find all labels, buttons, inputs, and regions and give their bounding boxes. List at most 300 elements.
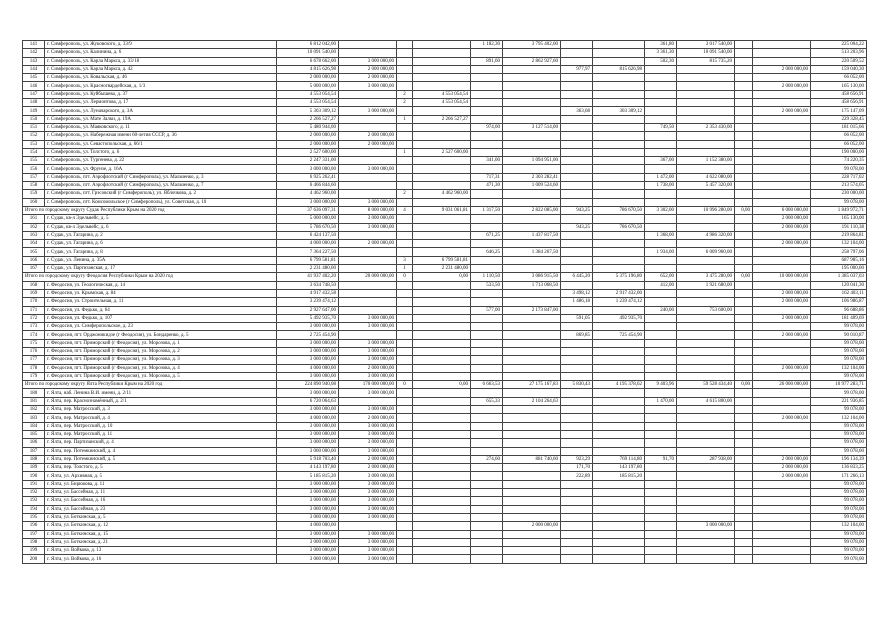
table-cell	[645, 165, 677, 173]
table-cell	[471, 356, 503, 364]
table-cell	[397, 173, 413, 181]
table-cell	[339, 397, 397, 405]
table-cell	[503, 513, 561, 521]
table-cell	[413, 57, 471, 65]
table-cell: 99 078,00	[811, 198, 867, 206]
table-cell	[735, 41, 753, 49]
table-cell	[561, 281, 593, 289]
table-cell: 4 195 378,62	[593, 381, 645, 389]
table-cell: 5 918 703,40	[277, 455, 339, 463]
row-number: 168	[23, 281, 45, 289]
table-cell	[753, 389, 811, 397]
address-cell: г. Ялта, пер. Потемкинский, д. 5	[45, 455, 277, 463]
table-cell: 458 656,91	[811, 90, 867, 98]
table-cell: 181 015,66	[811, 123, 867, 131]
table-cell	[561, 41, 593, 49]
address-cell: г. Симферополь, ул. Ковальская, д. 46	[45, 74, 277, 82]
address-cell: г. Симферополь, пгт. Аэрофлотский (г Симферополь), ул. Мальченко, д. 3	[45, 173, 277, 181]
table-row	[23, 248, 867, 256]
table-cell: 2	[397, 99, 413, 107]
table-cell: 99 078,00	[811, 547, 867, 555]
table-cell	[561, 513, 593, 521]
table-cell	[593, 57, 645, 65]
table-cell: 2 000 000,00	[503, 522, 561, 530]
table-cell: 6 678 662,00	[277, 57, 339, 65]
table-cell	[397, 397, 413, 405]
table-cell	[593, 49, 645, 57]
table-cell	[735, 231, 753, 239]
table-cell: 4 553 054,54	[277, 99, 339, 107]
table-cell: 5 830,43	[561, 381, 593, 389]
table-cell	[471, 447, 503, 455]
table-cell	[753, 165, 811, 173]
row-number: 182	[23, 406, 45, 414]
table-cell: 2 000 000,00	[753, 455, 811, 463]
table-cell	[677, 489, 735, 497]
table-cell	[735, 132, 753, 140]
table-cell	[677, 406, 735, 414]
table-row	[23, 265, 867, 273]
table-row	[23, 107, 867, 115]
table-cell: 3 361,30	[645, 49, 677, 57]
table-cell	[561, 74, 593, 82]
table-cell	[503, 422, 561, 430]
table-cell	[753, 115, 811, 123]
table-cell: 4 553 054,54	[413, 90, 471, 98]
row-number: 192	[23, 489, 45, 497]
table-cell	[503, 190, 561, 198]
row-number: 187	[23, 447, 45, 455]
table-cell	[413, 74, 471, 82]
table-cell: 652,00	[645, 273, 677, 281]
table-cell: 2 000 000,00	[753, 464, 811, 472]
table-cell: 1 738,00	[645, 182, 677, 190]
table-row	[23, 240, 867, 248]
table-cell	[471, 364, 503, 372]
table-cell: 99 078,00	[811, 538, 867, 546]
table-cell: 3 000 000,00	[339, 497, 397, 505]
table-cell: 2 000 000,00	[339, 65, 397, 73]
table-cell: 3 000 000,00	[277, 339, 339, 347]
table-cell	[753, 422, 811, 430]
address-cell: г. Симферополь, пгт. Грэсовский (г Симферополь), ул. Яблочкова, д. 2	[45, 190, 277, 198]
table-cell	[503, 115, 561, 123]
table-cell: 3	[397, 256, 413, 264]
table-row	[23, 339, 867, 347]
table-cell	[593, 447, 645, 455]
table-cell	[735, 497, 753, 505]
row-number: 160	[23, 198, 45, 206]
table-cell	[397, 323, 413, 331]
table-cell: 5 000 000,00	[277, 82, 339, 90]
row-number: 193	[23, 497, 45, 505]
table-cell	[735, 347, 753, 355]
table-cell: 3 000 000,00	[339, 555, 397, 563]
table-cell	[561, 555, 593, 563]
table-cell: 0,00	[413, 381, 471, 389]
table-cell	[397, 513, 413, 521]
table-cell	[413, 414, 471, 422]
table-cell	[561, 157, 593, 165]
table-cell: 3 000 000,00	[339, 372, 397, 380]
table-row	[23, 182, 867, 190]
table-cell	[735, 90, 753, 98]
table-cell: 3 000 000,00	[277, 356, 339, 364]
table-row	[23, 281, 867, 289]
table-cell: 815 626,98	[593, 65, 645, 73]
table-cell: 2 000 000,00	[339, 74, 397, 82]
table-cell	[735, 140, 753, 148]
table-cell	[753, 505, 811, 513]
address-cell: г. Судак, ул. Ленина, д. 35А	[45, 256, 277, 264]
table-cell: 4 462 960,00	[413, 190, 471, 198]
table-cell	[677, 547, 735, 555]
table-cell	[413, 522, 471, 530]
table-cell	[677, 240, 735, 248]
table-cell	[561, 190, 593, 198]
table-cell	[735, 430, 753, 438]
table-cell: 2 000 000,00	[277, 140, 339, 148]
table-cell	[593, 173, 645, 181]
table-cell: 99 078,00	[811, 347, 867, 355]
table-cell: 3 000 000,00	[339, 530, 397, 538]
table-cell	[593, 115, 645, 123]
table-cell: 3 000 000,00	[339, 314, 397, 322]
table-cell	[503, 547, 561, 555]
table-cell: 219 864,81	[811, 231, 867, 239]
table-cell	[735, 505, 753, 513]
table-cell: 221 936,85	[811, 397, 867, 405]
table-cell	[471, 49, 503, 57]
table-cell	[503, 406, 561, 414]
table-cell	[503, 538, 561, 546]
table-cell	[413, 364, 471, 372]
table-cell	[645, 90, 677, 98]
table-cell: 132 104,00	[811, 364, 867, 372]
table-cell	[503, 464, 561, 472]
table-cell	[753, 132, 811, 140]
table-cell: 10 091 540,00	[277, 49, 339, 57]
table-cell	[397, 289, 413, 297]
row-number: 180	[23, 389, 45, 397]
table-cell	[413, 480, 471, 488]
table-cell	[471, 389, 503, 397]
table-cell	[397, 547, 413, 555]
address-cell: г. Ялта, ул. Бирюкова, д. 11	[45, 480, 277, 488]
table-cell	[593, 522, 645, 530]
address-cell: г. Ялта, наб. Ленина В.И. имени, д. 2/11	[45, 389, 277, 397]
table-cell: 99 078,00	[811, 356, 867, 364]
table-row	[23, 323, 867, 331]
table-row	[23, 489, 867, 497]
table-cell: 943,25	[561, 206, 593, 214]
table-cell: 196 134,39	[811, 455, 867, 463]
table-cell: 974,00	[471, 123, 503, 131]
address-cell: г. Судак, ул. Гагарина, д. 8	[45, 248, 277, 256]
table-cell: 1	[397, 148, 413, 156]
table-cell: 4 553 054,54	[413, 99, 471, 107]
table-cell: 3 000 000,00	[277, 505, 339, 513]
table-cell: 1 368,00	[645, 231, 677, 239]
table-cell: 4 000 000,00	[277, 364, 339, 372]
table-cell: 2 247 331,00	[277, 157, 339, 165]
table-cell	[735, 472, 753, 480]
table-cell: 3 000 000,00	[339, 538, 397, 546]
table-cell	[561, 447, 593, 455]
table-cell	[735, 65, 753, 73]
table-cell: 3 239 474,12	[277, 298, 339, 306]
table-cell	[677, 414, 735, 422]
table-cell	[471, 513, 503, 521]
address-cell: г. Симферополь, ул. Жуковского, д. 33/9	[45, 41, 277, 49]
table-cell	[735, 123, 753, 131]
table-cell	[735, 99, 753, 107]
table-cell	[561, 364, 593, 372]
table-cell	[471, 538, 503, 546]
table-cell: 869,85	[561, 331, 593, 339]
table-cell: 66 052,00	[811, 132, 867, 140]
table-cell	[593, 99, 645, 107]
table-cell: 6 720 064,63	[277, 397, 339, 405]
table-cell	[397, 339, 413, 347]
row-number: 151	[23, 123, 45, 131]
table-cell	[735, 372, 753, 380]
table-cell: 5 000 000,00	[277, 215, 339, 223]
table-cell: 6 424 137,50	[277, 231, 339, 239]
table-cell: 502,30	[645, 57, 677, 65]
table-cell	[735, 173, 753, 181]
table-cell: 3 000 000,00	[339, 223, 397, 231]
table-cell	[645, 522, 677, 530]
table-cell: 99 078,00	[811, 323, 867, 331]
table-cell	[561, 99, 593, 107]
table-cell: 471,30	[471, 182, 503, 190]
table-cell	[503, 447, 561, 455]
table-cell: 99 078,00	[811, 389, 867, 397]
table-cell: 2 104 264,63	[503, 397, 561, 405]
table-cell	[561, 372, 593, 380]
table-row	[23, 115, 867, 123]
table-cell: 3 475 280,00	[677, 273, 735, 281]
table-cell	[503, 439, 561, 447]
table-cell	[645, 323, 677, 331]
table-cell	[677, 148, 735, 156]
row-number: 174	[23, 331, 45, 339]
row-number: 179	[23, 372, 45, 380]
table-cell	[413, 397, 471, 405]
table-cell	[503, 107, 561, 115]
table-cell	[561, 414, 593, 422]
table-cell: 3 000 000,00	[277, 165, 339, 173]
table-cell	[753, 99, 811, 107]
table-cell	[561, 339, 593, 347]
table-cell	[735, 281, 753, 289]
table-cell	[735, 489, 753, 497]
table-row	[23, 372, 867, 380]
table-cell: 1 239 474,12	[593, 298, 645, 306]
row-number: 142	[23, 49, 45, 57]
table-cell	[593, 356, 645, 364]
table-cell	[677, 555, 735, 563]
table-cell: 2 231 480,00	[413, 265, 471, 273]
table-cell	[561, 422, 593, 430]
table-cell	[561, 132, 593, 140]
table-cell: 2 000 000,00	[753, 331, 811, 339]
row-number: 161	[23, 215, 45, 223]
table-cell: 3 000 000,00	[339, 165, 397, 173]
table-row	[23, 123, 867, 131]
table-cell	[677, 165, 735, 173]
table-cell	[397, 464, 413, 472]
table-cell: 3 634 748,50	[277, 281, 339, 289]
table-cell	[413, 372, 471, 380]
address-cell: г. Ялта, пер. Матросский, д. 3	[45, 406, 277, 414]
table-cell: 4 622 080,00	[677, 173, 735, 181]
table-cell	[645, 406, 677, 414]
table-cell: 185 815,20	[593, 472, 645, 480]
table-cell: 222,89	[561, 472, 593, 480]
table-cell: 190 000,00	[811, 148, 867, 156]
table-cell	[413, 505, 471, 513]
table-cell	[413, 455, 471, 463]
table-cell: 2 000 000,00	[753, 240, 811, 248]
address-cell: г. Ялта, пер. Краснознамённый, д. 2/1	[45, 397, 277, 405]
table-cell	[471, 265, 503, 273]
table-cell	[735, 364, 753, 372]
table-cell: 9 031 061,81	[413, 206, 471, 214]
table-cell: 4 462 960,00	[277, 190, 339, 198]
table-cell	[677, 223, 735, 231]
table-cell	[397, 223, 413, 231]
row-number: 143	[23, 57, 45, 65]
table-cell: 0,00	[735, 273, 753, 281]
table-cell	[471, 65, 503, 73]
table-cell: 769 114,80	[593, 455, 645, 463]
table-cell	[645, 82, 677, 90]
table-cell	[735, 455, 753, 463]
table-cell	[561, 57, 593, 65]
table-cell	[593, 215, 645, 223]
table-cell	[561, 347, 593, 355]
table-cell: 1 110,50	[471, 273, 503, 281]
table-cell: 3 000 000,00	[339, 447, 397, 455]
table-cell	[645, 538, 677, 546]
table-cell: 3 000 000,00	[277, 422, 339, 430]
table-cell	[677, 314, 735, 322]
row-number: 199	[23, 547, 45, 555]
table-cell	[735, 57, 753, 65]
table-cell	[471, 148, 503, 156]
table-cell	[397, 82, 413, 90]
table-cell: 1 384 267,50	[503, 248, 561, 256]
row-number: 176	[23, 347, 45, 355]
table-cell: 591,05	[561, 314, 593, 322]
table-cell	[397, 314, 413, 322]
table-row	[23, 464, 867, 472]
table-cell	[397, 439, 413, 447]
table-cell	[593, 265, 645, 273]
table-cell: 3 000 000,00	[339, 347, 397, 355]
table-cell	[645, 99, 677, 107]
table-cell	[561, 215, 593, 223]
table-cell	[561, 256, 593, 264]
table-cell	[471, 406, 503, 414]
table-cell	[753, 306, 811, 314]
table-row	[23, 148, 867, 156]
table-cell	[339, 41, 397, 49]
table-cell: 3 000 000,00	[277, 497, 339, 505]
row-number: 157	[23, 173, 45, 181]
table-cell: 3 000 000,00	[277, 513, 339, 521]
table-row	[23, 356, 867, 364]
table-cell	[503, 339, 561, 347]
table-cell	[471, 256, 503, 264]
table-cell: 533,50	[471, 281, 503, 289]
subtotal-row	[23, 381, 867, 389]
table-cell	[677, 422, 735, 430]
table-cell: 2	[397, 90, 413, 98]
table-row	[23, 223, 867, 231]
table-cell	[735, 522, 753, 530]
table-row	[23, 140, 867, 148]
table-cell	[339, 298, 397, 306]
table-cell: 3 000 000,00	[277, 447, 339, 455]
table-cell	[397, 455, 413, 463]
table-cell: 367,00	[645, 157, 677, 165]
table-cell	[645, 439, 677, 447]
address-cell: г. Феодосия, ул. Федько, д. 64	[45, 306, 277, 314]
address-cell: г. Ялта, ул. Войкова, д. 16	[45, 555, 277, 563]
table-cell	[753, 489, 811, 497]
table-cell	[397, 132, 413, 140]
table-cell	[503, 65, 561, 73]
table-cell	[753, 530, 811, 538]
table-cell	[735, 198, 753, 206]
table-cell	[735, 165, 753, 173]
table-cell	[753, 265, 811, 273]
table-cell	[677, 372, 735, 380]
table-cell	[753, 49, 811, 57]
table-cell	[339, 173, 397, 181]
table-cell: 171,70	[561, 464, 593, 472]
table-cell	[339, 289, 397, 297]
address-cell: г. Ялта, пер. Матросский, д. 11	[45, 430, 277, 438]
table-cell	[677, 430, 735, 438]
table-cell	[677, 289, 735, 297]
table-cell: 132 104,00	[811, 522, 867, 530]
table-cell	[677, 132, 735, 140]
table-cell	[593, 347, 645, 355]
table-cell	[593, 364, 645, 372]
table-cell	[735, 190, 753, 198]
table-cell	[413, 555, 471, 563]
table-cell: 6 799 581,81	[413, 256, 471, 264]
table-cell	[339, 231, 397, 239]
table-cell	[413, 82, 471, 90]
table-cell	[339, 157, 397, 165]
table-cell	[645, 464, 677, 472]
table-cell	[397, 430, 413, 438]
table-cell: 2 000 000,00	[339, 140, 397, 148]
table-cell	[735, 265, 753, 273]
row-number: 144	[23, 65, 45, 73]
table-cell	[471, 530, 503, 538]
row-number: 191	[23, 480, 45, 488]
table-cell	[413, 356, 471, 364]
table-cell	[645, 223, 677, 231]
table-cell	[753, 513, 811, 521]
table-cell	[593, 82, 645, 90]
